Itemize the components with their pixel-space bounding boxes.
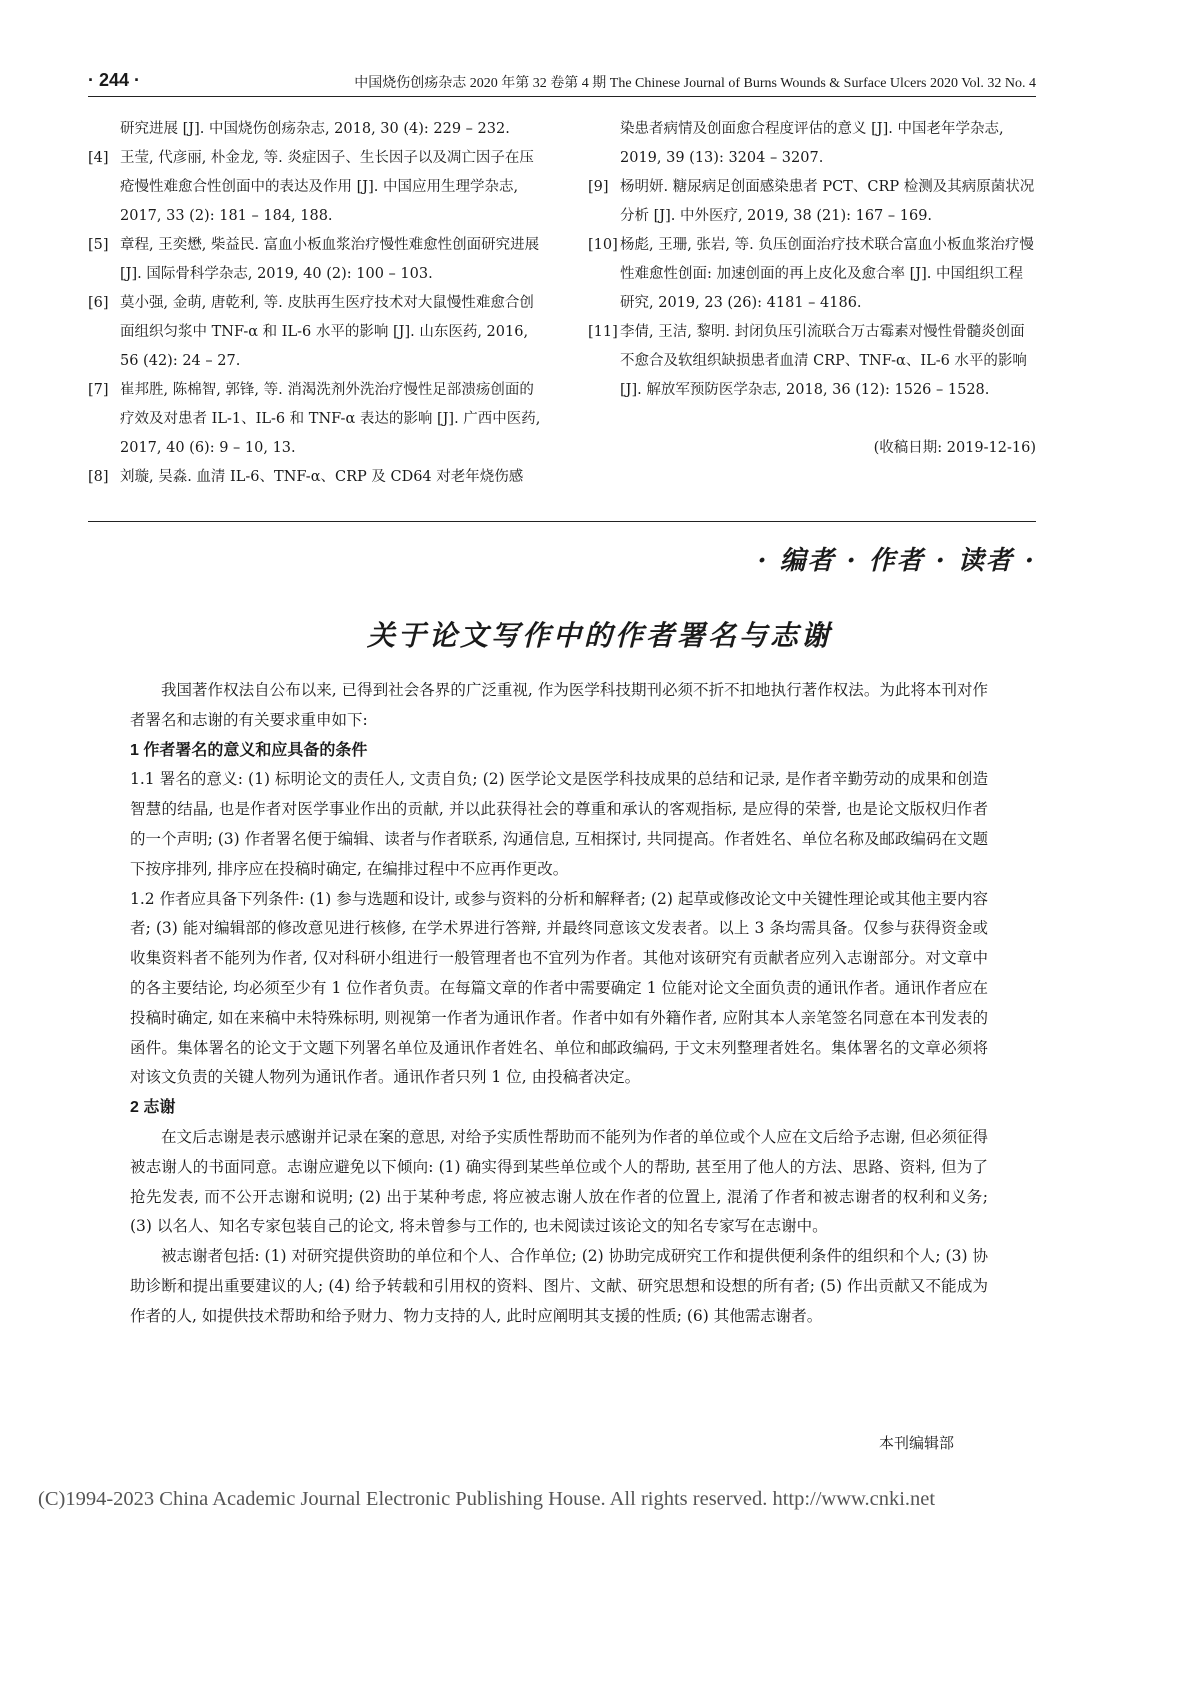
reference-item: [8] 刘璇, 吴淼. 血清 IL-6、TNF-α、CRP 及 CD64 对老年烧伤感: [88, 469, 524, 485]
reference-item: [9] 杨明妍. 糖尿病足创面感染患者 PCT、CRP 检测及其病原菌状况分析 [J]. 中外医疗, 2019, 38 (21): 167 – 169.: [588, 179, 1035, 224]
page-number: · 244 ·: [88, 70, 141, 90]
reference-item: [6] 莫小强, 金萌, 唐乾利, 等. 皮肤再生医疗技术对大鼠慢性难愈合创面组织匀浆中 TNF-α 和 IL-6 水平的影响 [J]. 山东医药, 2016, 56 (42): 24 – 27.: [88, 295, 534, 369]
reference-item: [11] 李倩, 王洁, 黎明. 封闭负压引流联合万古霉素对慢性骨髓炎创面不愈合及软组织缺损患者血清 CRP、TNF-α、IL-6 水平的影响 [J]. 解放军预防医学杂志, 2018, 36 (12): 1526 – 1528.: [588, 324, 1027, 398]
intro-paragraph: 我国著作权法自公布以来, 已得到社会各界的广泛重视, 作为医学科技期刊必须不折不扣地执行著作权法。为此将本刊对作者署名和志谢的有关要求重申如下:: [130, 681, 988, 729]
section-tag: · 编者 · 作者 · 读者 ·: [757, 546, 1036, 576]
paragraph-2b: 被志谢者包括: (1) 对研究提供资助的单位和个人、合作单位; (2) 协助完成研究工作和提供便利条件的组织和个人; (3) 协助诊断和提出重要建议的人; (4) 给予转载和引用权的资料、图片、文献、研究思想和设想的所有者; (5) 作出贡献又不能成为作者的人, 如提供技术帮助和给予财力、物力支持的人, 此时应阐明其支援的性质; (6) 其他需志谢者。: [130, 1247, 988, 1325]
paragraph-1-2: 1.2 作者应具备下列条件: (1) 参与选题和设计, 或参与资料的分析和解释者; (2) 起草或修改论文中关键性理论或其他主要内容者; (3) 能对编辑部的修改意见进行核修, 在学术界进行答辩, 并最终同意该文发表者。以上 3 条均需具备。仅参与获得资金或收集资料者不能列为作者, 仅对科研小组进行一般管理者也不宜列为作者。其他对该研究有贡献者应列入志谢部分。对文章中的各主要结论, 均必须至少有 1 位作者负责。在每篇文章的作者中需要确定 1 位能对论文全面负责的通讯作者。通讯作者应在投稿时确定, 如在来稿中未特殊标明, 则视第一作者为通讯作者。作者中如有外籍作者, 应附其本人亲笔签名同意在本刊发表的函件。集体署名的论文于文题下列署名单位及通讯作者姓名、单位和邮政编码, 于文末列整理者姓名。集体署名的文章必须将对该文负责的关键人物列为通讯作者。通讯作者只列 1 位, 由投稿者决定。: [130, 889, 988, 1087]
received-date: (收稿日期: 2019-12-16): [873, 440, 1036, 456]
article-title: 关于论文写作中的作者署名与志谢: [366, 619, 832, 652]
heading-2: 2 志谢: [130, 1099, 176, 1117]
reference-item: [4] 王莹, 代彦丽, 朴金龙, 等. 炎症因子、生长因子以及凋亡因子在压疮慢性难愈合性创面中的表达及作用 [J]. 中国应用生理学杂志, 2017, 33 (2): 181 – 184, 188.: [88, 150, 534, 224]
running-header: [88, 68, 1036, 97]
reference-item: [7] 崔邦胜, 陈棉智, 郭锋, 等. 消渴洗剂外洗治疗慢性足部溃疡创面的疗效及对患者 IL-1、IL-6 和 TNF-α 表达的影响 [J]. 广西中医药, 2017, 40 (6): 9 – 10, 13.: [88, 382, 541, 456]
journal-citation-line: 中国烧伤创疡杂志 2020 年第 32 卷第 4 期 The Chinese Journal of Burns Wounds & Surface Ulcers 2020 Vol. 32 No. 4: [354, 76, 1036, 91]
reference-item: 染患者病情及创面愈合程度评估的意义 [J]. 中国老年学杂志, 2019, 39 (13): 3204 – 3207.: [620, 121, 1004, 166]
paragraph-1-1: 1.1 署名的意义: (1) 标明论文的责任人, 文责自负; (2) 医学论文是医学科技成果的总结和记录, 是作者辛勤劳动的成果和创造智慧的结晶, 也是作者对医学事业作出的贡献, 并以此获得社会的尊重和承认的客观指标, 是应得的荣誉, 也是论文版权归作者的一个声明; (3) 作者署名便于编辑、读者与作者联系, 沟通信息, 互相探讨, 共同提高。作者姓名、单位名称及邮政编码在文题下按序排列, 排序应在投稿时确定, 在编排过程中不应再作更改。: [130, 770, 988, 878]
reference-item: [5] 章程, 王奕懋, 柴益民. 富血小板血浆治疗慢性难愈性创面研究进展 [J]. 国际骨科学杂志, 2019, 40 (2): 100 – 103.: [88, 237, 540, 282]
heading-1: 1 作者署名的意义和应具备的条件: [130, 741, 368, 759]
section-divider: [88, 521, 1036, 522]
references-right-column: [588, 115, 1036, 405]
paragraph-2a: 在文后志谢是表示感谢并记录在案的意思, 对给予实质性帮助而不能列为作者的单位或个人应在文后给予志谢, 但必须征得被志谢人的书面同意。志谢应避免以下倾向: (1) 确实得到某些单位或个人的帮助, 甚至用了他人的方法、思路、资料, 但为了抢先发表, 而不公开志谢和说明; (2) 出于某种考虑, 将应被志谢人放在作者的位置上, 混淆了作者和被志谢者的权利和义务; (3) 以名人、知名专家包装自己的论文, 将未曾参与工作的, 也未阅读过该论文的知名专家写在志谢中。: [130, 1127, 988, 1236]
reference-item: 研究进展 [J]. 中国烧伤创疡杂志, 2018, 30 (4): 229 – 232.: [120, 121, 510, 137]
copyright-footer: (C)1994-2023 China Academic Journal Electronic Publishing House. All rights reserved. http://www.cnki.net: [38, 1488, 936, 1510]
reference-item: [10] 杨彪, 王珊, 张岩, 等. 负压创面治疗技术联合富血小板血浆治疗慢性难愈性创面: 加速创面的再上皮化及愈合率 [J]. 中国组织工程研究, 2019, 23 (26): 4181 – 4186.: [588, 237, 1034, 311]
editorial-signoff: 本刊编辑部: [878, 1434, 954, 1452]
article-body: [130, 676, 988, 1332]
references-left-column: [88, 115, 548, 492]
